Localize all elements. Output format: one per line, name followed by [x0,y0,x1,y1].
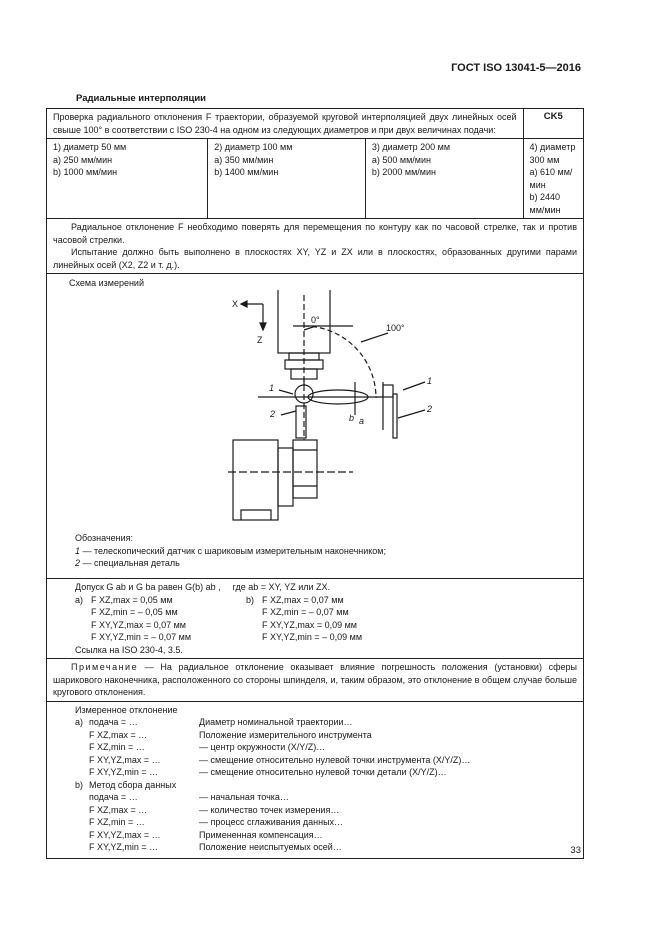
legend-title: Обозначения: [75,533,134,543]
z-arrow-icon [260,323,266,330]
label-b: b [349,413,355,423]
leader-1 [279,390,293,394]
tolerance-text: Допуск G ab и G ba равен G(b) ab , [75,582,221,592]
legend-item [75,545,386,558]
measured-key: F XZ,min = … [89,742,145,752]
leader-2b [398,410,425,418]
table-slot [241,510,271,520]
tolerance-values [75,594,577,644]
legend-text: — телескопический датчик с шариковым измерительным наконечником; [80,545,386,556]
feed-a: a) 500 мм/мин [371,154,431,165]
measured-key: F XZ,min = … [89,817,145,827]
diameters-row [47,139,584,219]
x-label: X [232,299,239,309]
diameter-cell [365,139,523,219]
leader-1b [403,382,425,390]
measured-key: F XY,YZ,min = … [89,767,159,777]
section-title: Радиальные интерполяции [76,93,207,104]
diameter-label: 4) диаметр 300 мм [529,142,576,165]
measured-key: F XY,YZ,min = … [89,842,159,852]
leader-2 [281,411,296,415]
diameter-label: 3) диаметр 200 мм [371,142,451,152]
feed-a: a) 610 мм/мин [529,167,573,190]
legend-num: 1 [75,545,81,556]
tol-value: F XY,YZ,max = 0,07 мм [91,619,186,630]
tolerance-b [246,594,396,644]
tol-value: F XY,YZ,min = – 0,09 мм [262,632,363,642]
legend-item [75,557,386,570]
tol-value: F XY,YZ,min = – 0,07 мм [91,632,192,642]
feed-a: a) 250 мм/мин [53,154,113,165]
diameter-label: 2) диаметр 100 мм [214,142,293,152]
table-body [233,440,278,520]
note-planes: Испытание должно быть выполнено в плоскостях XY, YZ и ZX или в плоскостях, образованных другими парами линейных осей (X2, Z2 и т. д.). [53,247,577,270]
measured-value: — центр окружности (X/Y/Z)… [199,742,326,752]
diameter-cell [523,139,583,219]
feed-b: b) 1400 мм/мин [214,167,279,177]
legend-num: 2 [75,558,81,568]
angle-0-label: 0° [311,315,320,325]
measured-key: подача = … [89,792,138,802]
x-arrow-icon [241,301,247,307]
tolerance-where: где ab = XY, YZ или ZX. [232,582,331,592]
measured-key: F XY,YZ,max = … [89,754,161,765]
tol-value: F XZ,min = – 0,07 мм [262,607,349,617]
right-probe [383,385,393,397]
measured-title: Измеренное отклонение [75,704,178,715]
arc-100 [304,326,376,398]
tol-a-label: a) [75,594,84,605]
standard-header: ГОСТ ISO 13041-5—2016 [451,62,581,74]
measured-key: подача = … [89,717,138,727]
schema-cell [47,274,584,579]
label-a: a [359,416,365,426]
leader-100 [361,333,388,342]
measured-value: — процесс сглаживания данных… [199,817,344,827]
measured-b-label: b) [75,779,84,790]
tol-b-label: b) [246,594,255,605]
legend [75,532,386,570]
measured-key: F XZ,max = … [89,804,148,815]
measured-key: F XY,YZ,max = … [89,829,161,840]
measured-a-label: a) [75,717,84,727]
measured-value: Положение неиспытуемых осей… [199,842,342,852]
intro-text: Проверка радиального отклонения F траектории, образуемой круговой интерполяцией двух линейных осей свыше 100° в соответствии с ISO 230-4 на одном из следующих диаметров и при двух величинах подачи: [47,109,524,139]
label-1b: 1 [427,376,433,386]
feed-b: b) 2000 мм/мин [371,167,436,177]
feed-b: b) 2440 мм/мин [529,192,561,215]
check-table [46,108,584,859]
tolerance-a [75,594,240,644]
right-post [393,394,397,438]
measured-value: — смещение относительно нулевой точки детали (X/Y/Z)… [199,767,447,777]
diameter-label: 1) диаметр 50 мм [53,142,127,152]
feed-b: b) 1000 мм/мин [53,167,118,177]
label-1: 1 [269,383,275,393]
page-number: 33 [570,845,581,856]
z-label: Z [257,335,263,345]
tol-value: F XY,YZ,max = 0,09 мм [262,619,357,630]
measured-cell [47,701,584,858]
measured-b-title: Метод сбора данных [89,779,177,790]
legend-text: — специальная деталь [80,558,180,568]
notes-cell [47,219,584,274]
measured-value: — смещение относительно нулевой точки инструмента (X/Y/Z)… [199,754,471,765]
tolerance-cell [47,579,584,659]
note-label: Примечание [71,662,139,672]
label-2b: 2 [427,404,433,414]
tolerance-line [75,581,577,594]
note-cell [47,659,584,702]
note-text: — На радиальное отклонение оказывает влияние погрешность положения (установки) сферы шарикового наконечника, расположенного со стороны шпинделя, и, таким образом, это отклонение в общем случае больше кругового отклонения. [53,662,577,697]
measured-value: Положение измерительного инструмента [199,729,372,740]
tol-value: F XZ,max = 0,05 мм [91,594,173,605]
check-code: CK5 [523,109,583,139]
measured-key: F XZ,max = … [89,729,148,740]
measured-value: Примененная компенсация… [199,829,323,840]
tolerance-ref: Ссылка на ISO 230-4, 3.5. [75,644,183,655]
measurement-diagram [53,290,573,545]
feed-a: a) 350 мм/мин [214,154,274,165]
measured-value: — начальная точка… [199,792,289,802]
label-2: 2 [270,409,276,419]
measured-value: — количество точек измерения… [199,804,340,815]
angle-100-label: 100° [386,323,405,333]
tol-value: F XZ,min = – 0,05 мм [91,607,178,617]
tol-value: F XZ,max = 0,07 мм [262,594,344,605]
table-connector [278,448,293,506]
note-direction: Радиальное отклонение F необходимо поверять для перемещения по контуру как по часовой стрелке, так и против часовой стрелки. [53,222,577,245]
schema-title: Схема измерений [69,278,144,288]
workpiece-block [293,440,317,498]
measured-value: Диаметр номинальной траектории… [199,717,353,727]
diameter-cell [47,139,208,219]
diameter-cell [208,139,366,219]
